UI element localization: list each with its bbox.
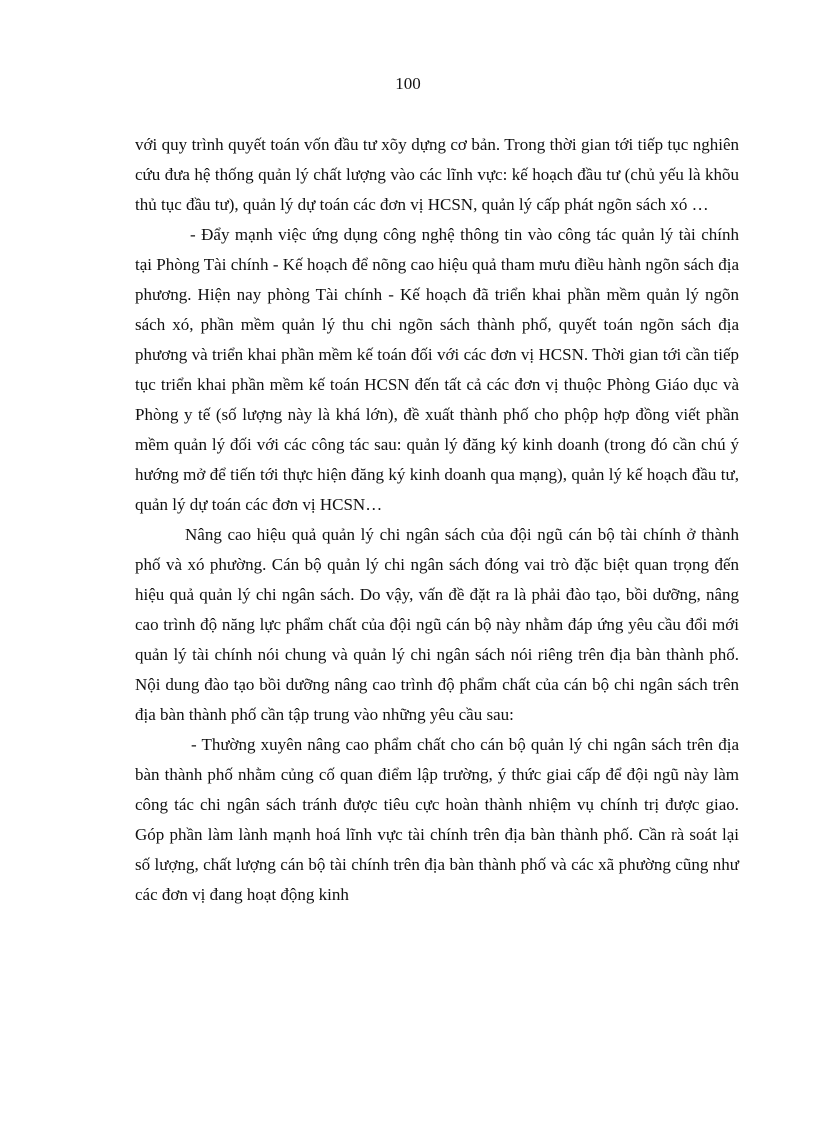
paragraph-3: Nâng cao hiệu quả quản lý chi ngân sách của đội ngũ cán bộ tài chính ở thành phố và xó phường. Cán bộ quản lý chi ngân sách đóng vai trò đặc biệt quan trọng đến hiệu quả quản lý chi ngân sách. Do vậy, vấn đề đặt ra là phải đào tạo, bồi dưỡng, nâng cao trình độ năng lực phẩm chất của đội ngũ cán bộ này nhằm đáp ứng yêu cầu đổi mới quản lý tài chính nói chung và quản lý chi ngân sách nói riêng trên địa bàn thành phố. Nội dung đào tạo bồi dưỡng nâng cao trình độ phẩm chất của cán bộ chi ngân sách trên địa bàn thành phố cần tập trung vào những yêu cầu sau: [135, 525, 739, 724]
page-number: 100 [395, 74, 421, 93]
document-body [135, 130, 739, 910]
paragraph-1: với quy trình quyết toán vốn đầu tư xõy dựng cơ bản. Trong thời gian tới tiếp tục nghiên cứu đưa hệ thống quản lý chất lượng vào các lĩnh vực: kế hoạch đầu tư (chủ yếu là khõu thủ tục đầu tư), quản lý dự toán các đơn vị HCSN, quản lý cấp phát ngõn sách xó … [135, 135, 739, 214]
paragraph-4: - Thường xuyên nâng cao phẩm chất cho cán bộ quản lý chi ngân sách trên địa bàn thành phố nhằm củng cố quan điểm lập trường, ý thức giai cấp để đội ngũ này làm công tác chi ngân sách tránh được tiêu cực hoàn thành nhiệm vụ chính trị được giao. Góp phần làm lành mạnh hoá lĩnh vực tài chính trên địa bàn thành phố. Cần rà soát lại số lượng, chất lượng cán bộ tài chính trên địa bàn thành phố và các xã phường cũng như các đơn vị đang hoạt động kinh [135, 735, 739, 904]
paragraph-2: - Đẩy mạnh việc ứng dụng công nghệ thông tin vào công tác quản lý tài chính tại Phòng Tài chính - Kế hoạch để nõng cao hiệu quả tham mưu điều hành ngõn sách địa phương. Hiện nay phòng Tài chính - Kế hoạch đã triển khai phần mềm quản lý ngõn sách xó, phần mềm quản lý thu chi ngõn sách thành phố, quyết toán ngõn sách địa phương và triển khai phần mềm kế toán đối với các đơn vị HCSN. Thời gian tới cần tiếp tục triển khai phần mềm kế toán HCSN đến tất cả các đơn vị thuộc Phòng Giáo dục và Phòng y tế (số lượng này là khá lớn), đề xuất thành phố cho phộp hợp đồng viết phần mềm quản lý đối với các công tác sau: quản lý đăng ký kinh doanh (trong đó cần chú ý hướng mở để tiến tới thực hiện đăng ký kinh doanh qua mạng), quản lý kế hoạch đầu tư, quản lý dự toán các đơn vị HCSN… [135, 225, 739, 514]
